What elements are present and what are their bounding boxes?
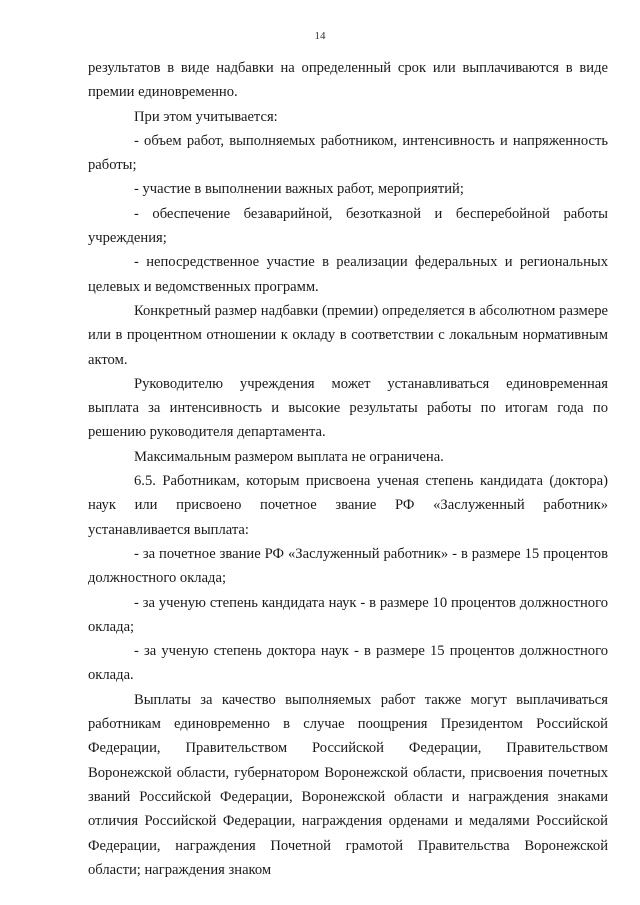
list-item-candidate-degree: - за ученую степень кандидата наук - в размере 10 процентов должностного оклада; — [88, 594, 608, 635]
page-number: 14 — [314, 30, 326, 42]
paragraph-bonus-continuation: результатов в виде надбавки на определенный срок или выплачиваются в виде премии единовременно. — [88, 60, 608, 101]
list-item-important-work: - участие в выполнении важных работ, мероприятий; — [134, 181, 464, 198]
paragraph-quality-payments: Выплаты за качество выполняемых работ также могут выплачиваться работникам единовременно в случае поощрения Президентом Российской Федерации, Правительством Российской Федерации, Правительством Воронежской области, губернатором Воронежской области, присвоения почетных званий Российской Федерации, Воронежской области и награждения знаками отличия Российской Федерации, награждения орденами и медалями Российской Федерации, награждения Почетной грамотой Правительства Воронежской области; награждения знаком — [88, 691, 608, 878]
list-item-safe-operation: - обеспечение безаварийной, безотказной и бесперебойной работы учреждения; — [88, 205, 608, 247]
paragraph-bonus-size: Конкретный размер надбавки (премии) определяется в абсолютном размере или в процентном отношении к окладу в соответствии с локальным нормативным актом. — [88, 302, 608, 368]
list-item-doctor-degree: - за ученую степень доктора наук - в размере 15 процентов должностного оклада. — [88, 643, 608, 684]
list-item-honorary-title: - за почетное звание РФ «Заслуженный работник» - в размере 15 процентов должностного оклада; — [88, 545, 608, 587]
paragraph-section-6-5: 6.5. Работникам, которым присвоена ученая степень кандидата (доктора) наук или присвоено почетное звание РФ «Заслуженный работник» устанавливается выплата: — [88, 473, 608, 538]
paragraph-considered-intro: При этом учитывается: — [134, 108, 278, 125]
document-body — [88, 56, 608, 882]
list-item-work-volume: - объем работ, выполняемых работником, интенсивность и напряженность работы; — [88, 132, 608, 174]
paragraph-director-payment: Руководителю учреждения может устанавливаться единовременная выплата за интенсивность и высокие результаты работы по итогам года по решению руководителя департамента. — [88, 375, 608, 441]
list-item-program-participation: - непосредственное участие в реализации федеральных и региональных целевых и ведомственных программ. — [88, 254, 608, 295]
paragraph-max-payment: Максимальным размером выплата не ограничена. — [134, 448, 444, 465]
